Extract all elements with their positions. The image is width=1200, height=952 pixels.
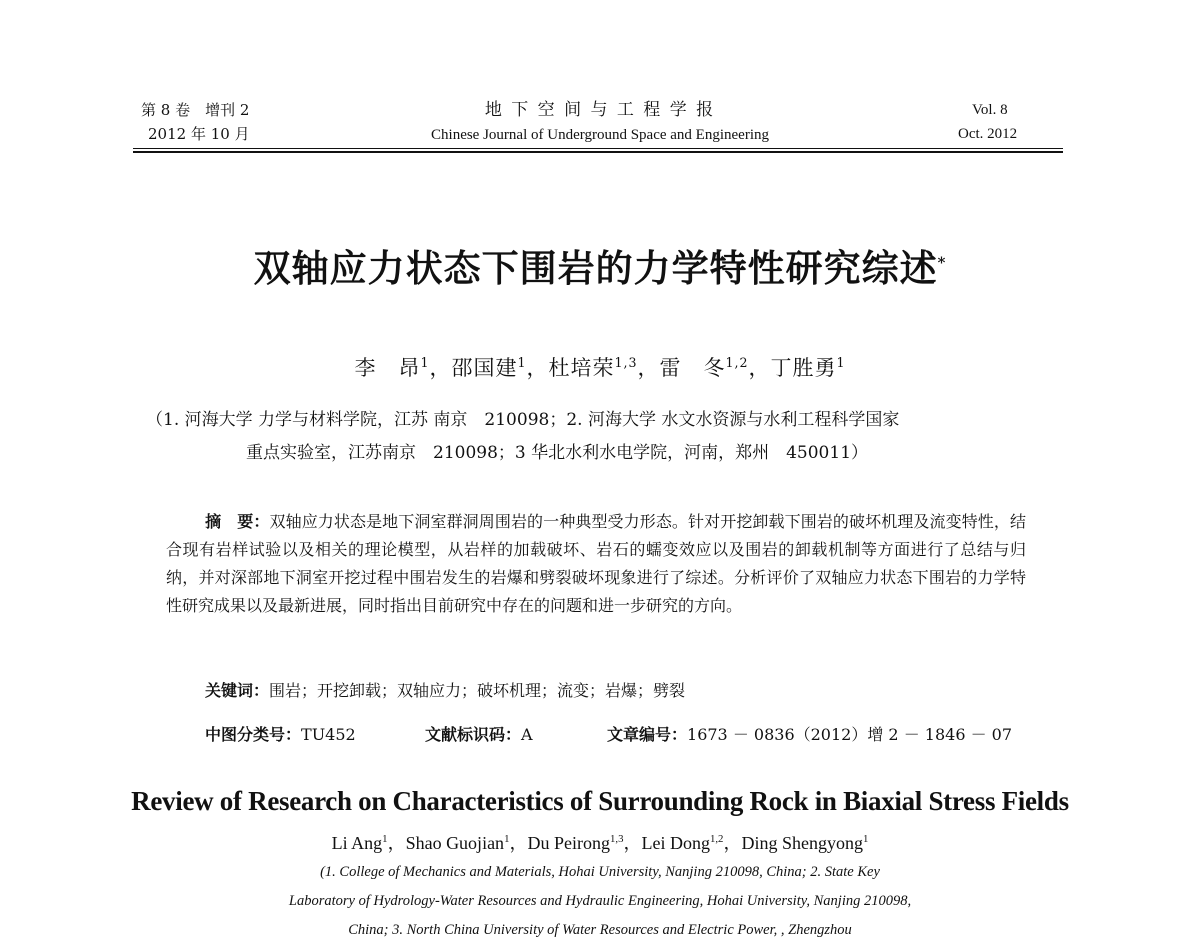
abstract: [166, 508, 1026, 620]
keywords: [205, 678, 685, 701]
header-rule-thick: [133, 151, 1063, 153]
volume-issue: 第 8 卷 增刊 2: [141, 101, 250, 119]
authors-cn: [0, 352, 1200, 382]
journal-name-en: Chinese Journal of Underground Space and Engineering: [431, 127, 769, 143]
document-code: 文献标识码：A: [425, 725, 533, 744]
keywords-text: 围岩；开挖卸载；双轴应力；破坏机理；流变；岩爆；劈裂: [269, 681, 686, 700]
journal-name-cn: 地 下 空 间 与 工 程 学 报: [484, 100, 716, 120]
author-cn: 雷 冬$^{1,2}$，: [659, 355, 771, 380]
clc-number: 中图分类号：TU452: [205, 725, 356, 744]
author-cn: 杜培荣$^{1,3}$，: [548, 355, 660, 380]
author-en: Li Ang$^1$，: [331, 833, 406, 853]
date-en: Oct. 2012: [958, 126, 1018, 142]
issue-date: 2012 年 10 月: [148, 125, 250, 143]
keywords-label: 关键词：: [205, 681, 270, 700]
title-footnote-mark: *: [937, 254, 947, 272]
author-cn: 李 昂$^1$，: [354, 355, 452, 380]
article-number: 文章编号：1673 － 0836（2012）增 2 － 1846 － 07: [607, 725, 1013, 744]
author-cn: 丁胜勇$^1$: [770, 355, 846, 380]
affiliation-cn-line1: （1. 河海大学 力学与材料学院，江苏 南京 210098；2. 河海大学 水文水资源与水利工程科学国家: [146, 410, 900, 430]
paper-title-cn-text: 双轴应力状态下围岩的力学特性研究综述: [253, 246, 938, 290]
header-rule-thin: [133, 148, 1063, 149]
author-en: Du Peirong$^{1,3}$，: [527, 833, 642, 853]
paper-title-cn: [0, 238, 1200, 292]
affiliation-en-line3: China; 3. North China University of Water Resources and Electric Power, , Zhengzhou: [348, 922, 852, 938]
paper-title-en: Review of Research on Characteristics of Surrounding Rock in Biaxial Stress Fields: [131, 786, 1069, 816]
author-en: Lei Dong$^{1,2}$，: [641, 833, 742, 853]
author-en: Ding Shengyong$^1$: [741, 833, 869, 853]
affiliation-en-line1: (1. College of Mechanics and Materials, Hohai University, Nanjing 210098, China; 2. State Key: [320, 864, 880, 880]
affiliation-cn-line2: 重点实验室，江苏南京 210098；3 华北水利水电学院，河南，郑州 450011）: [246, 443, 869, 463]
volume-en: Vol. 8: [972, 102, 1008, 118]
abstract-text: 双轴应力状态是地下洞室群洞周围岩的一种典型受力形态。针对开挖卸载下围岩的破坏机理及流变特性，结合现有岩样试验以及相关的理论模型，从岩样的加载破坏、岩石的蠕变效应以及围岩的卸载机制等方面进行了总结与归纳，并对深部地下洞室开挖过程中围岩发生的岩爆和劈裂破坏现象进行了综述。分析评价了双轴应力状态下围岩的力学特性研究成果以及最新进展，同时指出目前研究中存在的问题和进一步研究的方向。: [166, 512, 1026, 615]
author-cn: 邵国建$^1$，: [451, 355, 549, 380]
author-en: Shao Guojian$^1$，: [405, 833, 528, 853]
authors-en: [0, 829, 1200, 855]
abstract-label: 摘 要：: [205, 512, 270, 531]
affiliation-en-line2: Laboratory of Hydrology-Water Resources and Hydraulic Engineering, Hohai University, Nanjing 210098,: [288, 893, 912, 909]
